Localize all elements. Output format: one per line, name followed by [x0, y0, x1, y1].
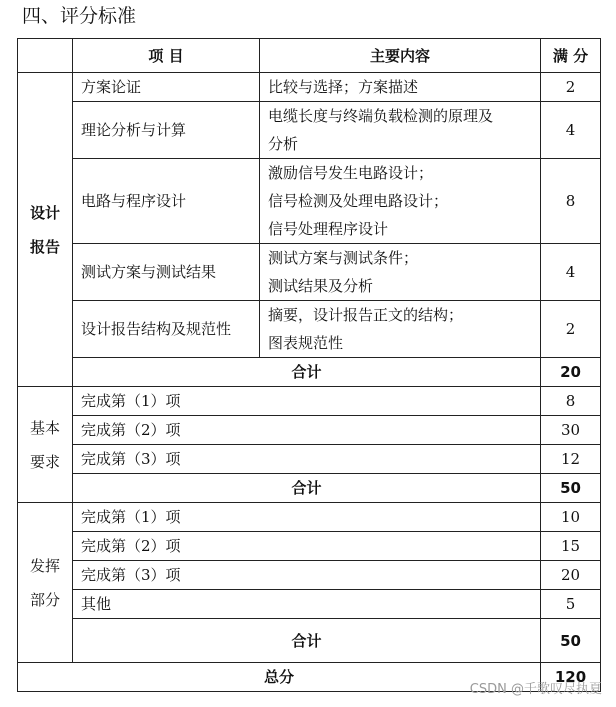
total-label: 总分 — [18, 663, 541, 692]
item-cell: 完成第（1）项 — [73, 503, 541, 532]
score-cell: 15 — [541, 532, 601, 561]
score-cell: 20 — [541, 561, 601, 590]
subtotal-label: 合计 — [73, 619, 541, 663]
item-cell: 测试方案与测试结果 — [73, 244, 260, 301]
table-row — [18, 532, 601, 561]
score-cell: 8 — [541, 159, 601, 244]
item-cell: 完成第（3）项 — [73, 561, 541, 590]
table-row — [18, 159, 601, 244]
subtotal-value: 50 — [541, 619, 601, 663]
table-row — [18, 445, 601, 474]
content-cell: 测试方案与测试条件； 测试结果及分析 — [260, 244, 541, 301]
score-cell: 4 — [541, 102, 601, 159]
score-cell: 2 — [541, 73, 601, 102]
item-cell: 完成第（3）项 — [73, 445, 541, 474]
table-row — [18, 590, 601, 619]
item-cell: 完成第（2）项 — [73, 416, 541, 445]
subtotal-value: 50 — [541, 474, 601, 503]
subtotal-label: 合计 — [73, 474, 541, 503]
table-row — [18, 503, 601, 532]
item-cell: 完成第（1）项 — [73, 387, 541, 416]
item-cell: 方案论证 — [73, 73, 260, 102]
header-content: 主要内容 — [260, 39, 541, 73]
content-cell: 比较与选择；方案描述 — [260, 73, 541, 102]
section-heading: 四、评分标准 — [22, 5, 137, 27]
content-cell: 摘要，设计报告正文的结构； 图表规范性 — [260, 301, 541, 358]
table-row — [18, 416, 601, 445]
item-cell: 设计报告结构及规范性 — [73, 301, 260, 358]
score-cell: 2 — [541, 301, 601, 358]
header-score: 满 分 — [541, 39, 601, 73]
section-label: 发挥 部分 — [18, 503, 73, 663]
watermark: CSDN @千歌叹尽执夏 — [469, 682, 602, 697]
subtotal-row — [18, 619, 601, 663]
table-row — [18, 102, 601, 159]
score-cell: 5 — [541, 590, 601, 619]
table-row — [18, 73, 601, 102]
score-cell: 30 — [541, 416, 601, 445]
table-row — [18, 244, 601, 301]
total-value: 120 — [541, 663, 601, 692]
section-label: 基本 要求 — [18, 387, 73, 503]
item-cell: 电路与程序设计 — [73, 159, 260, 244]
score-cell: 8 — [541, 387, 601, 416]
item-cell: 理论分析与计算 — [73, 102, 260, 159]
table-row — [18, 387, 601, 416]
content-cell: 激励信号发生电路设计； 信号检测及处理电路设计； 信号处理程序设计 — [260, 159, 541, 244]
table-row — [18, 301, 601, 358]
item-cell: 完成第（2）项 — [73, 532, 541, 561]
subtotal-label: 合计 — [73, 358, 541, 387]
score-cell: 10 — [541, 503, 601, 532]
score-cell: 4 — [541, 244, 601, 301]
header-empty-cell — [18, 39, 73, 73]
section-label: 设计 报告 — [18, 73, 73, 387]
subtotal-row — [18, 358, 601, 387]
table-row — [18, 561, 601, 590]
score-cell: 12 — [541, 445, 601, 474]
item-cell: 其他 — [73, 590, 541, 619]
subtotal-row — [18, 474, 601, 503]
subtotal-value: 20 — [541, 358, 601, 387]
header-item: 项 目 — [73, 39, 260, 73]
content-cell: 电缆长度与终端负载检测的原理及 分析 — [260, 102, 541, 159]
scoring-table — [17, 38, 601, 692]
header-row — [18, 39, 601, 73]
